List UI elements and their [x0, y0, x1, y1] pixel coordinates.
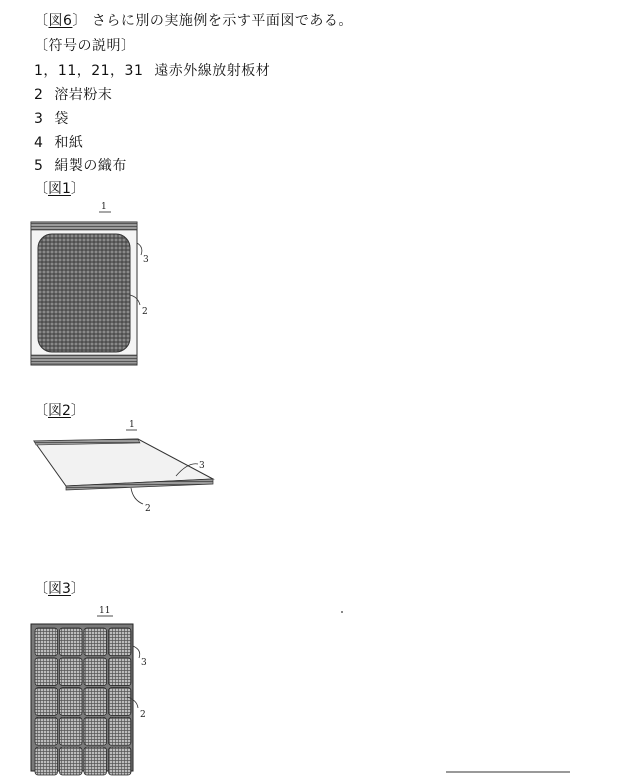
fig6-caption-tag: 図6	[48, 13, 73, 29]
symbol-desc: 袋	[54, 111, 69, 127]
fig3-label-11: 11	[99, 606, 111, 616]
fig3-pocket-cell	[60, 717, 83, 745]
symbols-heading-text: 符号の説明	[48, 38, 121, 54]
fig1-powder-area	[38, 234, 130, 352]
figure-1-heading: 〔図1〕	[34, 181, 85, 197]
fig3-pocket-cell	[60, 628, 83, 656]
symbol-num: 4	[34, 135, 44, 151]
fig1-leader-3	[137, 243, 142, 255]
fig3-label-2: 2	[140, 710, 146, 720]
figure-2-title: 図2	[48, 403, 71, 419]
fig3-pocket-cell	[35, 688, 58, 716]
fig2-plate-top	[34, 439, 213, 486]
fig1-bottom-seam	[31, 355, 137, 364]
fig1-top-seam	[31, 222, 137, 230]
fig3-pocket-cell	[84, 747, 107, 775]
fig3-pocket-cell	[109, 747, 132, 775]
fig1-label-1: 1	[101, 202, 107, 212]
fig3-pocket-cell	[35, 628, 58, 656]
fig3-pocket-cell	[35, 658, 58, 686]
fig3-leader-3	[133, 646, 140, 658]
figure-3-drawing	[31, 611, 343, 775]
fig3-pocket-cell	[60, 658, 83, 686]
fig6-caption: 〔図6〕 さらに別の実施例を示す平面図である。	[34, 13, 353, 29]
fig1-label-3: 3	[143, 255, 149, 265]
fig3-pocket-cell	[109, 717, 132, 745]
fig3-pocket-cell	[35, 717, 58, 745]
figure-2-heading: 〔図2〕	[34, 403, 85, 419]
fig3-pocket-cell	[84, 717, 107, 745]
symbol-num: 3	[34, 111, 44, 127]
fig2-label-2: 2	[145, 504, 151, 514]
symbol-desc: 溶岩粉末	[54, 87, 113, 103]
fig3-label-3: 3	[141, 658, 147, 668]
symbol-num: 5	[34, 158, 44, 174]
figure-3-title: 図3	[48, 581, 71, 597]
symbols-heading: 〔符号の説明〕	[34, 38, 136, 54]
symbol-desc: 絹製の織布	[54, 158, 127, 174]
fig3-pocket-cell	[60, 688, 83, 716]
fig3-pocket-cell	[35, 747, 58, 775]
symbol-desc: 遠赤外線放射板材	[154, 63, 271, 79]
fig1-label-2: 2	[142, 307, 148, 317]
fig3-pocket-cell	[109, 628, 132, 656]
figure-2-drawing	[34, 430, 213, 504]
fig6-caption-text: さらに別の実施例を示す平面図である。	[91, 13, 353, 29]
fig3-pocket-cell	[109, 658, 132, 686]
symbol-desc: 和紙	[54, 135, 84, 151]
fig3-pocket-cell	[60, 747, 83, 775]
symbol-num: 1，11，21，31	[34, 63, 144, 79]
symbol-num: 2	[34, 87, 44, 103]
fig2-label-3: 3	[199, 461, 205, 471]
fig3-pocket-cell	[84, 658, 107, 686]
speck-mark	[341, 611, 343, 613]
fig3-pocket-cell	[84, 688, 107, 716]
fig3-pocket-cell	[109, 688, 132, 716]
figure-1-title: 図1	[48, 181, 71, 197]
figure-3-heading: 〔図3〕	[34, 581, 85, 597]
fig3-pocket-cell	[84, 628, 107, 656]
fig2-label-1: 1	[129, 420, 135, 430]
fig2-leader-2	[131, 488, 143, 504]
figure-1-drawing	[31, 212, 142, 365]
